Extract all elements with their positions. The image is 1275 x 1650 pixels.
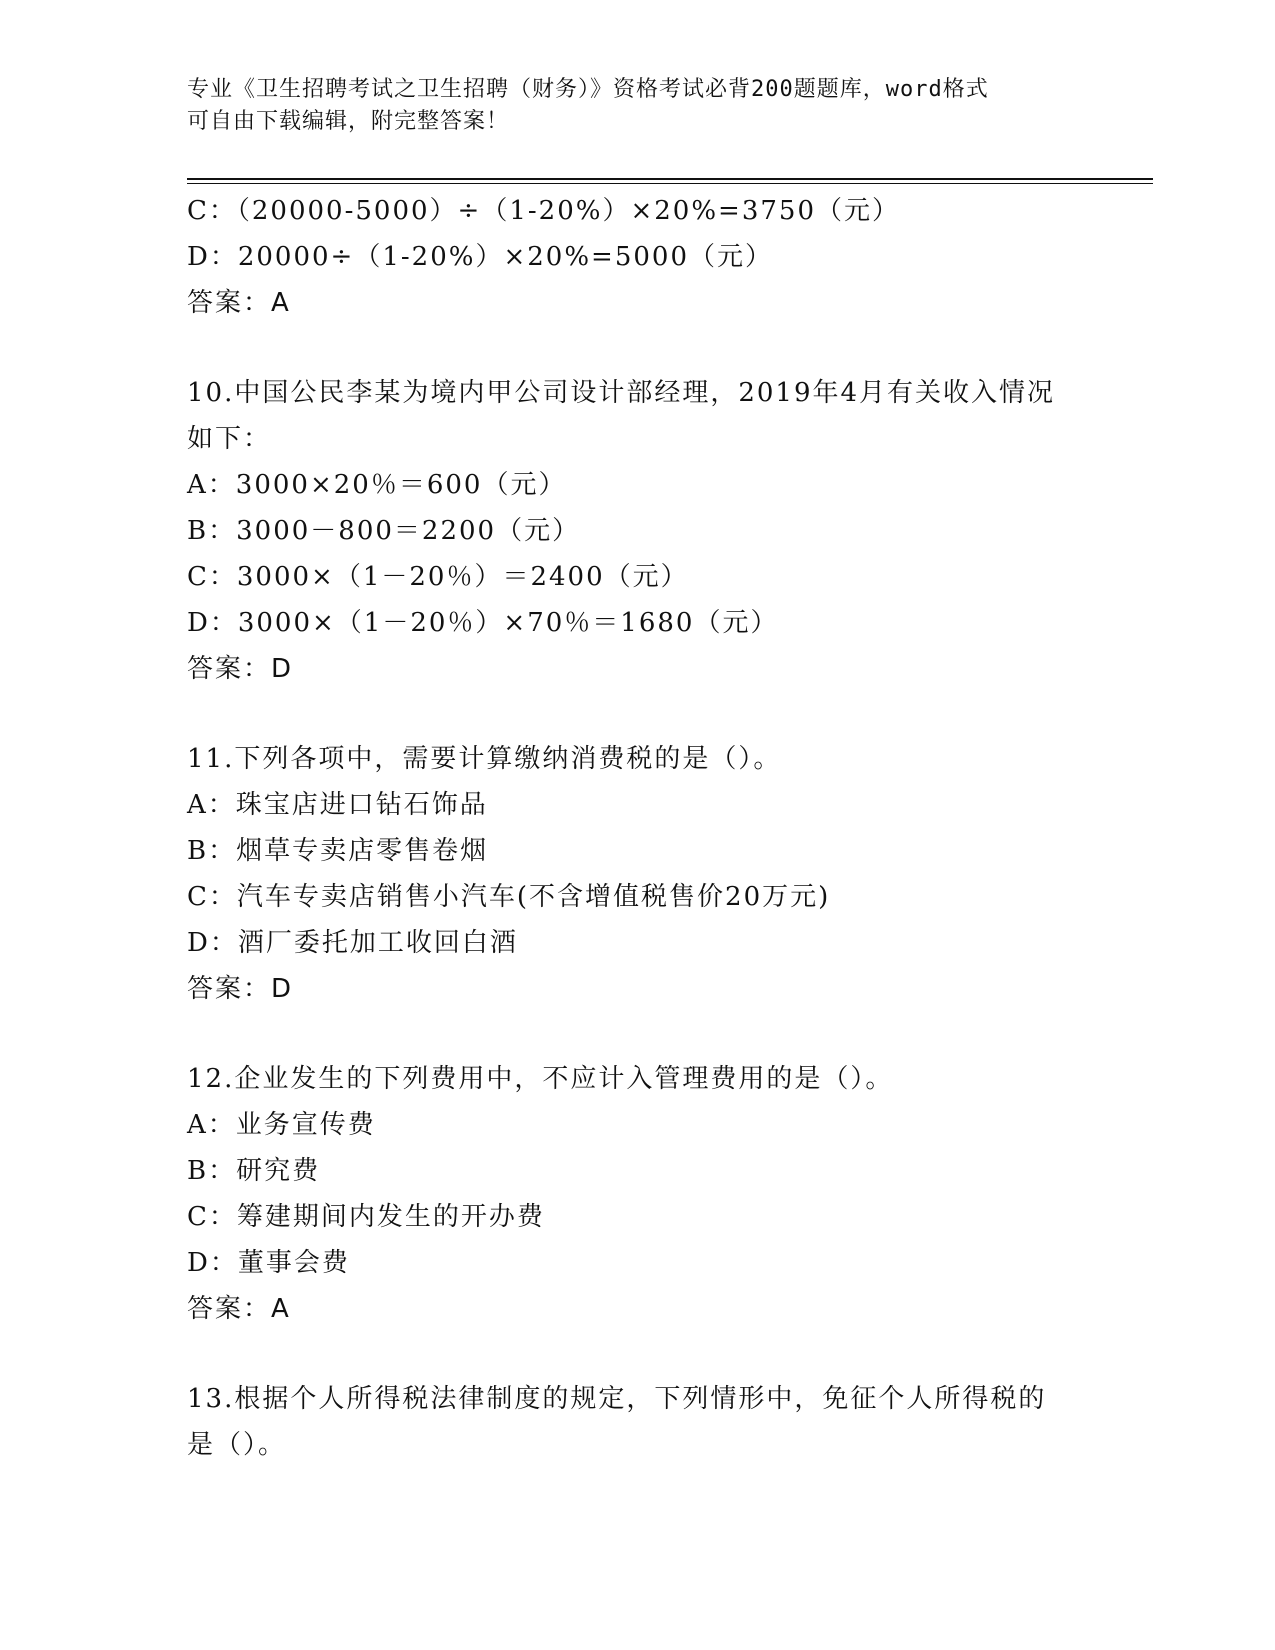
question-stem: 12.企业发生的下列费用中，不应计入管理费用的是（）。: [187, 1064, 894, 1094]
option-c: C：汽车专卖店销售小汽车(不含增值税售价20万元): [187, 882, 831, 912]
option-c: C：3000×（1－20％）＝2400（元）: [187, 562, 689, 592]
answer-label: 答案：A: [187, 1294, 291, 1324]
question-stem: 11.下列各项中，需要计算缴纳消费税的是（）。: [187, 744, 782, 774]
option-b: B：研究费: [187, 1156, 321, 1186]
option-c: C：筹建期间内发生的开办费: [187, 1202, 545, 1232]
option-a: A：业务宣传费: [187, 1110, 376, 1140]
answer-label: 答案：D: [187, 654, 294, 684]
option-b: B：烟草专卖店零售卷烟: [187, 836, 489, 866]
option-d: D：酒厂委托加工收回白酒: [187, 928, 518, 958]
option-d: D：董事会费: [187, 1248, 350, 1278]
question-stem: 13.根据个人所得税法律制度的规定，下列情形中，免征个人所得税的: [187, 1384, 1047, 1414]
answer-label: 答案：A: [187, 288, 291, 318]
question-stem-continued: 如下：: [187, 424, 272, 454]
question-12: [187, 1056, 1117, 1332]
option-d: D：3000×（1－20％）×70％＝1680（元）: [187, 608, 779, 638]
option-c: C：（20000-5000）÷（1-20%）×20%=3750（元）: [187, 196, 900, 226]
question-9-tail: [187, 188, 1117, 326]
header-rule-thick: [187, 178, 1153, 180]
header-rule-thin: [187, 183, 1153, 184]
header-line-1: 专业《卫生招聘考试之卫生招聘（财务）》资格考试必背200题题库，word格式: [187, 77, 989, 102]
option-d: D：20000÷（1-20%）×20%=5000（元）: [187, 242, 773, 272]
option-a: A：3000×20％＝600（元）: [187, 470, 567, 500]
option-a: A：珠宝店进口钻石饰品: [187, 790, 488, 820]
question-list: [187, 188, 1117, 1468]
header-line-2: 可自由下载编辑，附完整答案！: [187, 109, 510, 134]
option-b: B：3000－800＝2200（元）: [187, 516, 581, 546]
question-11: [187, 736, 1117, 1012]
question-stem-continued: 是（）。: [187, 1430, 287, 1460]
document-header: [187, 74, 1087, 138]
answer-label: 答案：D: [187, 974, 294, 1004]
question-13: [187, 1376, 1117, 1468]
question-10: [187, 370, 1117, 692]
question-stem: 10.中国公民李某为境内甲公司设计部经理，2019年4月有关收入情况: [187, 378, 1056, 408]
